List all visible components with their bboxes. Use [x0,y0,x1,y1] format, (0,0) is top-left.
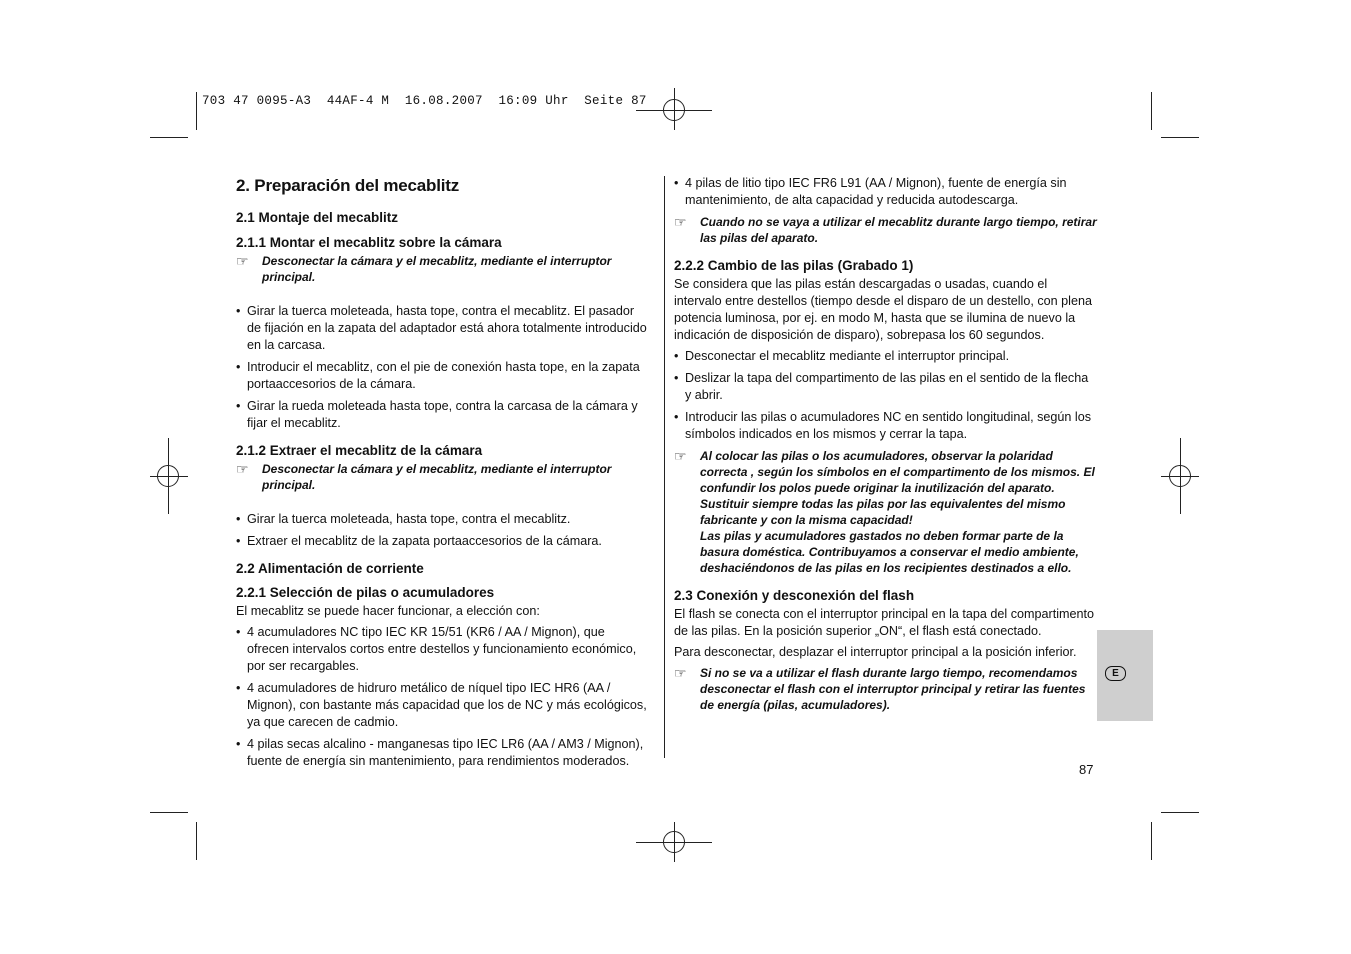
note-2-1-2: ☞ Desconectar la cámara y el mecablitz, mediante el interruptor principal. [236,461,612,492]
section-heading-2-2: 2.2 Alimentación de corriente [236,561,424,576]
pointing-hand-icon: ☞ [236,253,249,269]
paragraph: Para desconectar, desplazar el interruptor principal a la posición inferior. [674,645,1077,659]
list-item: • 4 acumuladores NC tipo IEC KR 15/51 (KR6 / AA / Mignon), que ofrecen intervalos cortos entre destellos y funcionamiento económico, por ser recargables. [236,624,650,675]
list-item: • Deslizar la tapa del compartimento de las pilas en el sentido de la flecha y abrir. [674,370,1098,404]
left-column [236,176,650,775]
section-heading-2-1-1: 2.1.1 Montar el mecablitz sobre la cámara [236,235,502,250]
column-divider [664,176,665,758]
list-item: • Introducir el mecablitz, con el pie de conexión hasta tope, en la zapata portaaccesorios de la cámara. [236,359,650,393]
section-heading-2-2-1: 2.2.1 Selección de pilas o acumuladores [236,585,495,600]
paragraph: El flash se conecta con el interruptor principal en la tapa del compartimento de las pilas. En la posición superior „ON“, el flash está conectado. [674,607,1095,638]
note-2-3: ☞ Si no se va a utilizar el flash durante largo tiempo, recomendamos desconectar el flash con el interruptor principal y retirar las fuentes de energía (pilas, acumuladores). [674,665,1086,712]
list-item: • Girar la tuerca moleteada, hasta tope, contra el mecablitz. El pasador de fijación en la zapata del adaptador está ahora totalmente introducido en la carcasa. [236,303,650,354]
crop-mark [1151,92,1152,130]
page-title: 2. Preparación del mecablitz [236,176,460,195]
language-tab-label: E [1105,666,1126,681]
page-number: 87 [1079,762,1094,777]
crop-mark [1161,812,1199,813]
note-2-1-1: ☞ Desconectar la cámara y el mecablitz, mediante el interruptor principal. [236,253,612,284]
section-heading-2-1-2: 2.1.2 Extraer el mecablitz de la cámara [236,443,483,458]
list-item: • Girar la tuerca moleteada, hasta tope, contra el mecablitz. [236,511,650,528]
crop-mark [150,812,188,813]
note-2-2-1: ☞ Cuando no se vaya a utilizar el mecablitz durante largo tiempo, retirar las pilas del aparato. [674,214,1097,245]
crop-mark [1151,822,1152,860]
list-item: • Girar la rueda moleteada hasta tope, contra la carcasa de la cámara y fijar el mecablitz. [236,398,650,432]
section-heading-2-2-2: 2.2.2 Cambio de las pilas (Grabado 1) [674,258,914,273]
right-column [674,175,1098,723]
pointing-hand-icon: ☞ [674,214,687,230]
paragraph: Se considera que las pilas están descargadas o usadas, cuando el intervalo entre destellos (tiempo desde el disparo de un destello, con plena potencia luminosa, por ej. en modo M, hasta que se ilumina de nuevo la indicación de disposición de disparo), sobrepasa los 60 segundos. [674,277,1092,342]
paragraph: El mecablitz se puede hacer funcionar, a elección con: [236,604,540,618]
crop-mark [196,822,197,860]
note-2-2-2: ☞ Al colocar las pilas o los acumuladores, observar la polaridad correcta , según los símbolos en el compartimento de los mismos. El confundir los polos puede originar la inutilización del aparato. Sustituir siempre todas las pilas por las equivalentes del mismo fabricante y con la misma capacidad! Las pilas y acumuladores gastados no deben formar parte de la basura doméstica. Contribuyamos a conservar el medio ambiente, deshaciéndonos de las pilas en los recipientes destinados a ello. [674,448,1095,575]
list-item: • 4 acumuladores de hidruro metálico de níquel tipo IEC HR6 (AA / Mignon), con bastante más capacidad que los de NC y más ecológicos, ya que carecen de cadmio. [236,680,650,731]
pointing-hand-icon: ☞ [236,461,249,477]
print-slug: 703 47 0095-A3 44AF-4 M 16.08.2007 16:09 Uhr Seite 87 [202,94,647,108]
crop-mark [150,137,188,138]
section-heading-2-1: 2.1 Montaje del mecablitz [236,210,399,225]
list-item: • 4 pilas secas alcalino - manganesas tipo IEC LR6 (AA / AM3 / Mignon), fuente de energía sin mantenimiento, para rendimientos moderados. [236,736,650,770]
list-item: • Desconectar el mecablitz mediante el interruptor principal. [674,348,1098,365]
pointing-hand-icon: ☞ [674,448,687,464]
list-item: • Extraer el mecablitz de la zapata portaaccesorios de la cámara. [236,533,650,550]
section-heading-2-3: 2.3 Conexión y desconexión del flash [674,588,915,603]
list-item: • Introducir las pilas o acumuladores NC en sentido longitudinal, según los símbolos indicados en los mismos y cerrar la tapa. [674,409,1098,443]
crop-mark [1161,137,1199,138]
pointing-hand-icon: ☞ [674,665,687,681]
list-item: • 4 pilas de litio tipo IEC FR6 L91 (AA / Mignon), fuente de energía sin mantenimiento, de alta capacidad y reducida autodescarga. [674,175,1098,209]
crop-mark [196,92,197,130]
